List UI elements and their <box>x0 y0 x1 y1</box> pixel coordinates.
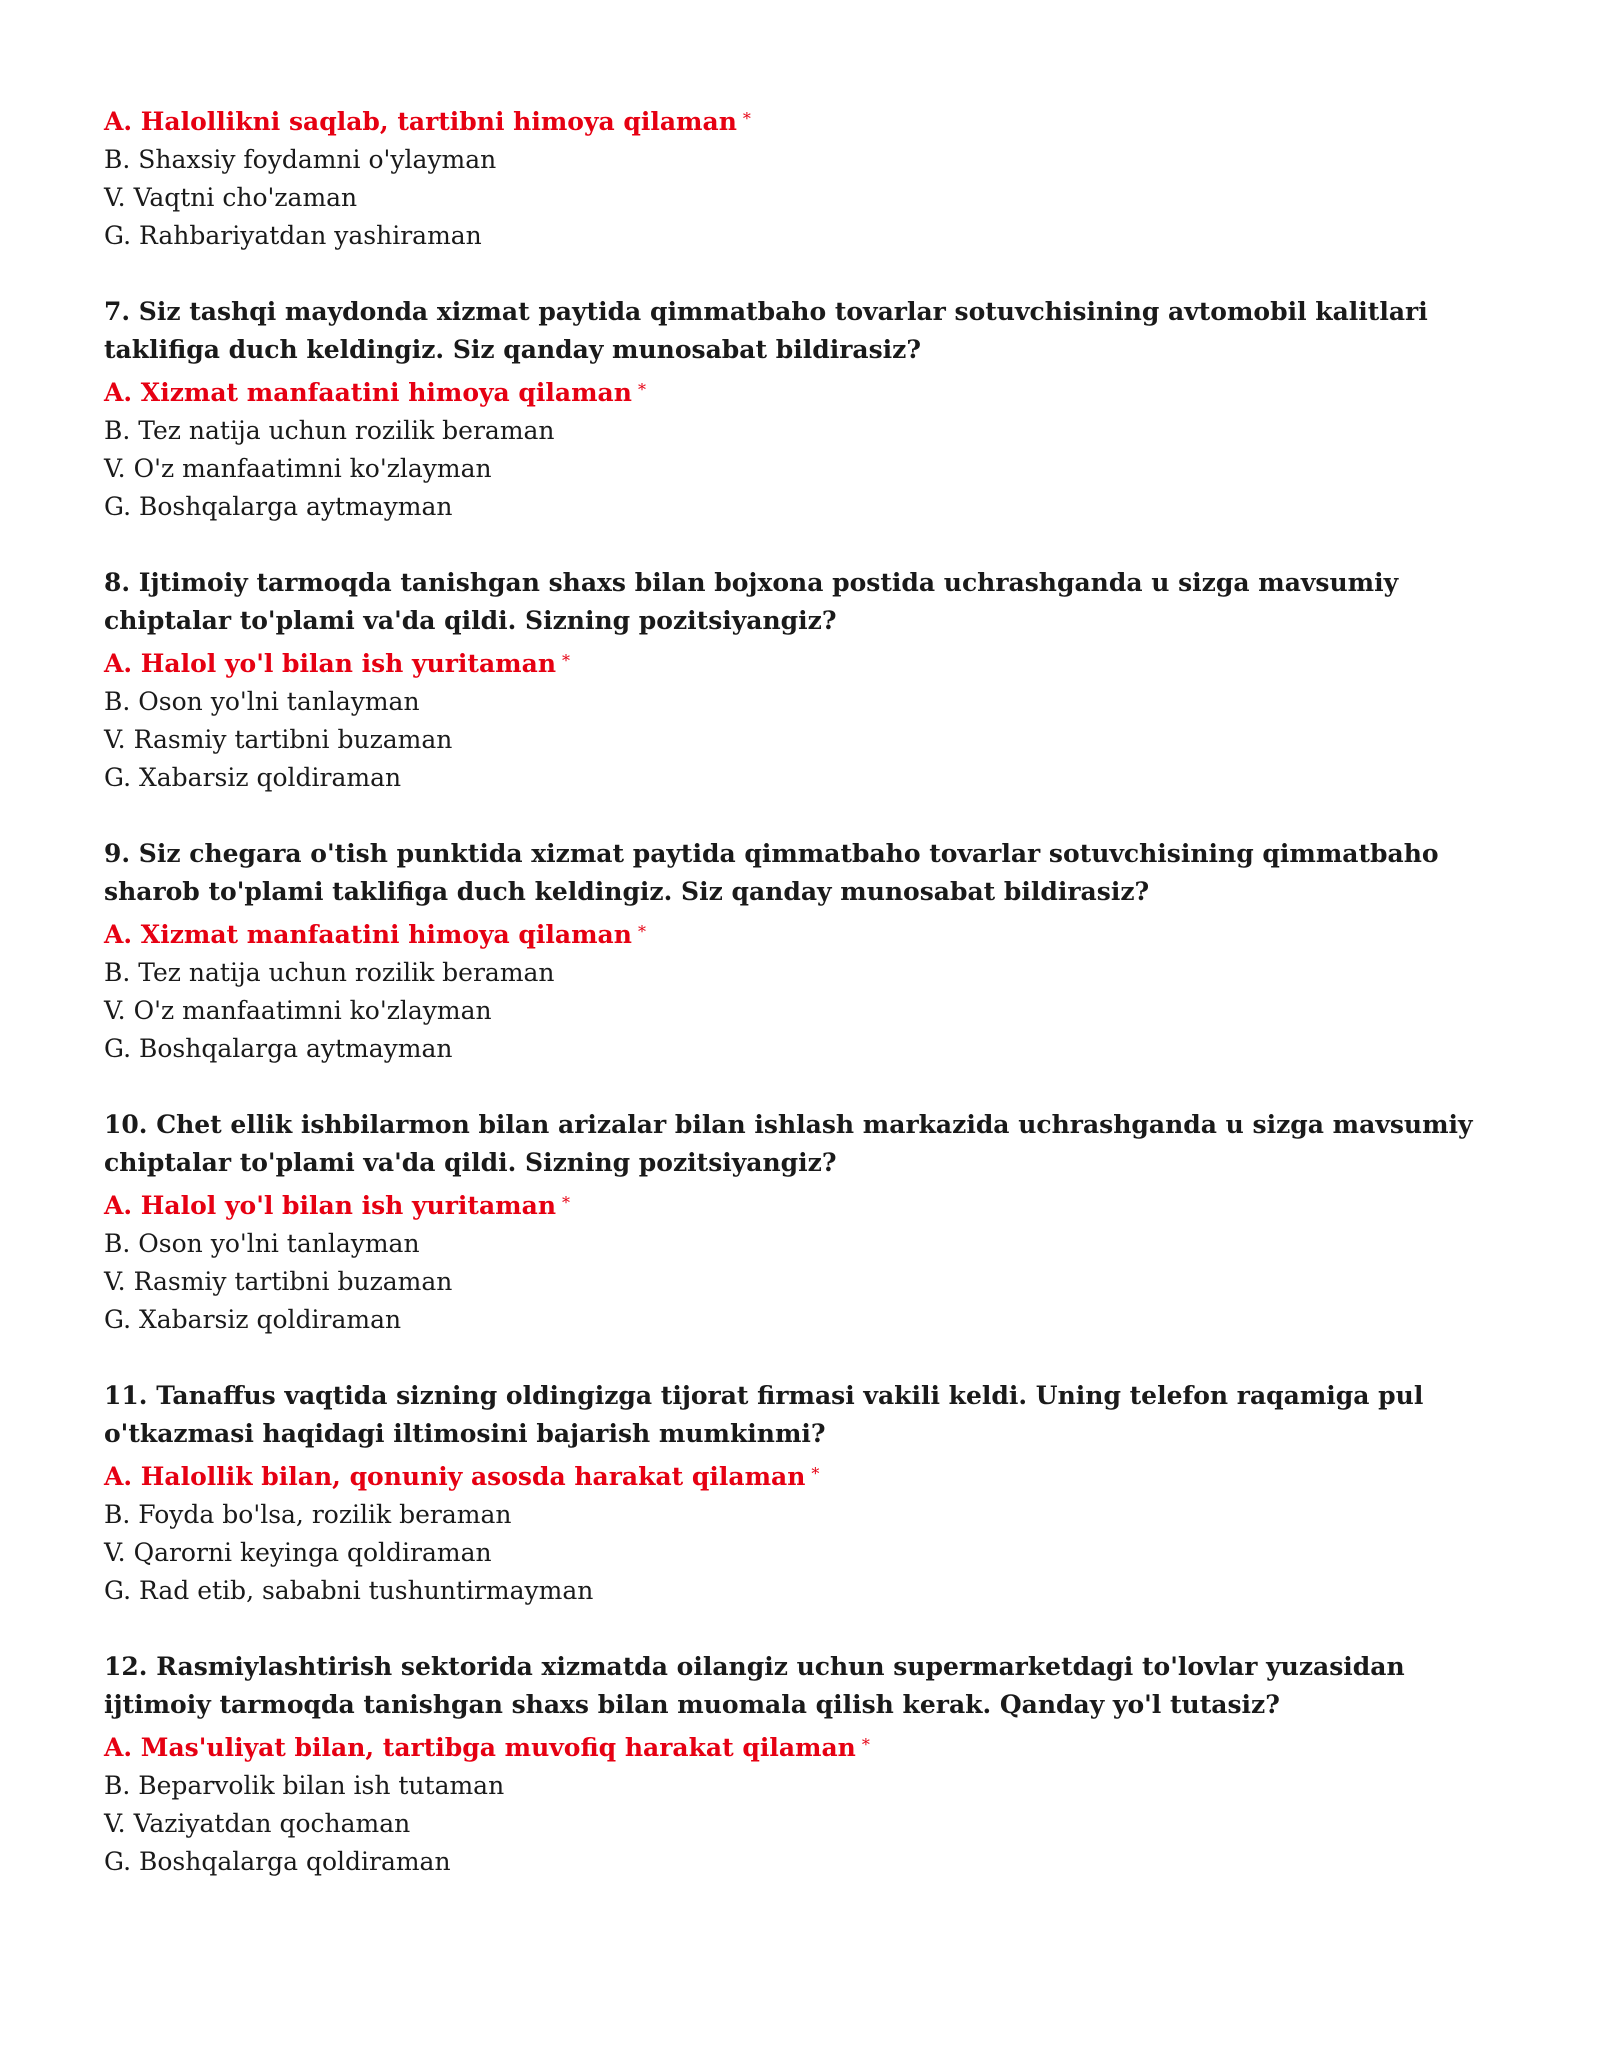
option-b: B. Oson yo'lni tanlayman <box>104 1229 420 1258</box>
correct-marker: * <box>637 922 646 941</box>
correct-answer-text: A. Halol yo'l bilan ish yuritaman <box>104 1191 557 1220</box>
correct-marker: * <box>562 651 571 670</box>
correct-answer <box>104 1184 1496 1225</box>
correct-answer <box>104 913 1496 954</box>
option-b: B. Oson yo'lni tanlayman <box>104 687 420 716</box>
option-b: B. Tez natija uchun rozilik beraman <box>104 958 555 987</box>
option-v: V. Rasmiy tartibni buzaman <box>104 725 453 754</box>
option-v: V. Vaqtni cho'zaman <box>104 183 358 212</box>
correct-answer-text: A. Halol yo'l bilan ish yuritaman <box>104 649 557 678</box>
correct-answer <box>104 642 1496 683</box>
question-text: 8. Ijtimoiy tarmoqda tanishgan shaxs bilan bojxona postida uchrashganda u sizga mavsumiy chiptalar to'plami va'da qildi. Sizning pozitsiyangiz? <box>104 568 1399 635</box>
option-g: G. Boshqalarga qoldiraman <box>104 1847 451 1876</box>
question-text: 10. Chet ellik ishbilarmon bilan arizalar bilan ishlash markazida uchrashganda u sizga mavsumiy chiptalar to'plami va'da qildi. Sizning pozitsiyangiz? <box>104 1110 1473 1177</box>
correct-marker: * <box>742 109 751 128</box>
option-v: V. O'z manfaatimni ko'zlayman <box>104 996 492 1025</box>
option-g: G. Boshqalarga aytmayman <box>104 1034 453 1063</box>
correct-answer-text: A. Xizmat manfaatini himoya qilaman <box>104 378 632 407</box>
correct-marker: * <box>811 1464 820 1483</box>
correct-answer-text: A. Mas'uliyat bilan, tartibga muvofiq harakat qilaman <box>104 1733 856 1762</box>
question-text: 12. Rasmiylashtirish sektorida xizmatda oilangiz uchun supermarketdagi to'lovlar yuzasidan ijtimoiy tarmoqda tanishgan shaxs bilan muomala qilish kerak. Qanday yo'l tutasiz? <box>104 1652 1405 1719</box>
correct-answer-text: A. Xizmat manfaatini himoya qilaman <box>104 920 632 949</box>
question-block-12 <box>104 1648 1496 1881</box>
correct-answer <box>104 1455 1496 1496</box>
question-block-7 <box>104 293 1496 526</box>
option-g: G. Rad etib, sababni tushuntirmayman <box>104 1576 594 1605</box>
option-b: B. Shaxsiy foydamni o'ylayman <box>104 145 497 174</box>
correct-marker: * <box>637 380 646 399</box>
correct-answer <box>104 1726 1496 1767</box>
option-v: V. Qarorni keyinga qoldiraman <box>104 1538 492 1567</box>
question-text: 7. Siz tashqi maydonda xizmat paytida qimmatbaho tovarlar sotuvchisining avtomobil kalitlari taklifiga duch keldingiz. Siz qanday munosabat bildirasiz? <box>104 297 1428 364</box>
question-text: 11. Tanaffus vaqtida sizning oldingizga tijorat firmasi vakili keldi. Uning telefon raqamiga pul o'tkazmasi haqidagi iltimosini bajarish mumkinmi? <box>104 1381 1424 1448</box>
option-g: G. Xabarsiz qoldiraman <box>104 1305 402 1334</box>
option-v: V. Rasmiy tartibni buzaman <box>104 1267 453 1296</box>
question-block-8 <box>104 564 1496 797</box>
correct-answer <box>104 100 1496 141</box>
question-block-6 <box>104 100 1496 255</box>
correct-answer <box>104 371 1496 412</box>
option-g: G. Boshqalarga aytmayman <box>104 492 453 521</box>
correct-answer-text: A. Halollik bilan, qonuniy asosda harakat qilaman <box>104 1462 806 1491</box>
correct-answer-text: A. Halollikni saqlab, tartibni himoya qilaman <box>104 107 737 136</box>
question-block-9 <box>104 835 1496 1068</box>
question-block-10 <box>104 1106 1496 1339</box>
option-g: G. Rahbariyatdan yashiraman <box>104 221 482 250</box>
question-block-11 <box>104 1377 1496 1610</box>
option-g: G. Xabarsiz qoldiraman <box>104 763 402 792</box>
option-b: B. Tez natija uchun rozilik beraman <box>104 416 555 445</box>
option-v: V. Vaziyatdan qochaman <box>104 1809 411 1838</box>
option-b: B. Beparvolik bilan ish tutaman <box>104 1771 505 1800</box>
question-text: 9. Siz chegara o'tish punktida xizmat paytida qimmatbaho tovarlar sotuvchisining qimmatbaho sharob to'plami taklifiga duch keldingiz. Siz qanday munosabat bildirasiz? <box>104 839 1439 906</box>
option-b: B. Foyda bo'lsa, rozilik beraman <box>104 1500 512 1529</box>
correct-marker: * <box>861 1735 870 1754</box>
correct-marker: * <box>562 1193 571 1212</box>
option-v: V. O'z manfaatimni ko'zlayman <box>104 454 492 483</box>
